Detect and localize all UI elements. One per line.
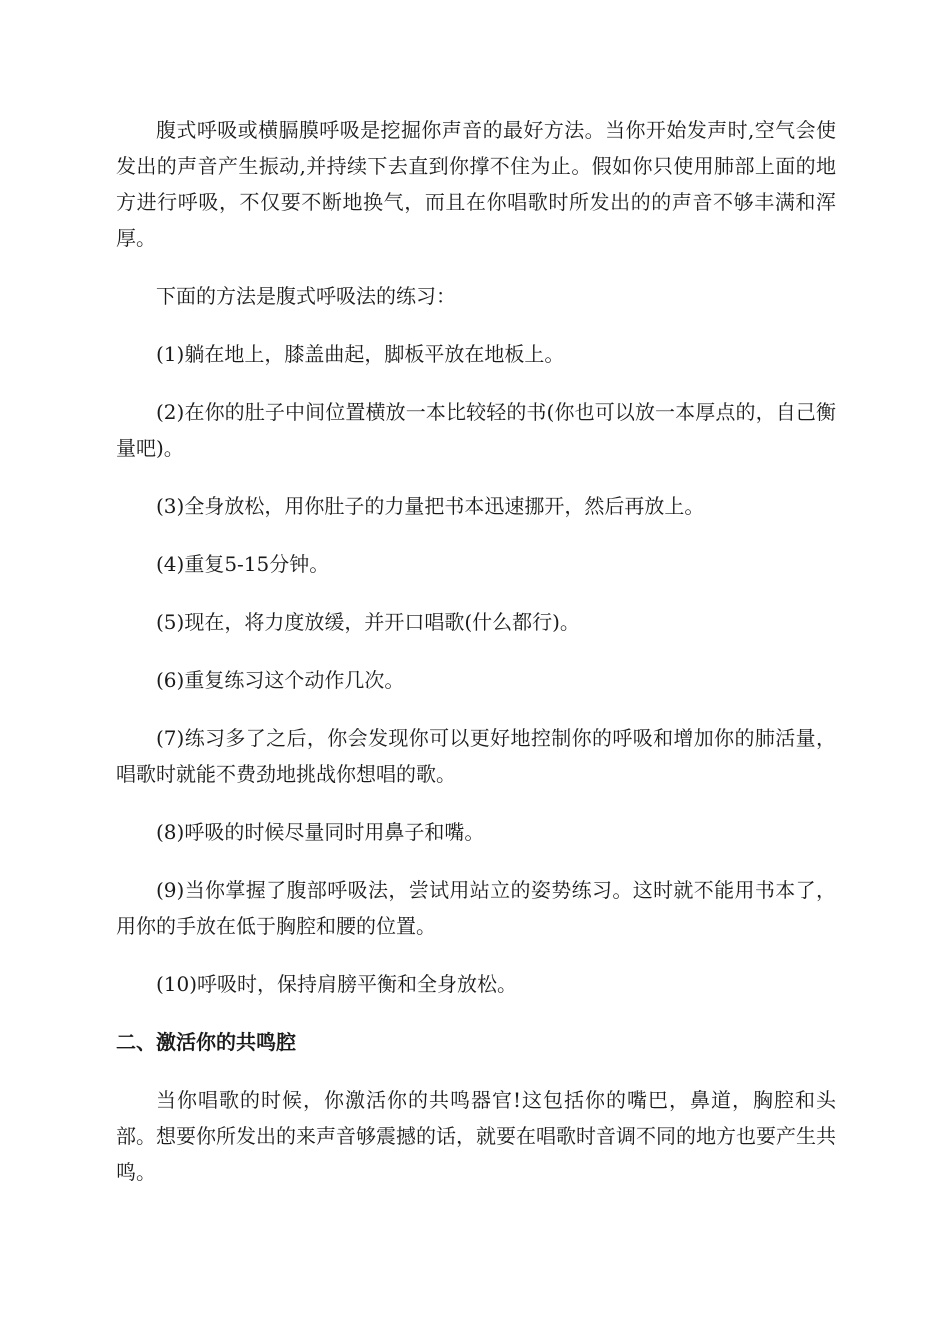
step-item: (1)躺在地上，膝盖曲起，脚板平放在地板上。	[156, 342, 565, 366]
step-item: (6)重复练习这个动作几次。	[156, 668, 405, 692]
step-item: (3)全身放松，用你肚子的力量把书本迅速挪开，然后再放上。	[156, 494, 705, 518]
document-page	[116, 112, 836, 1212]
step-item: (5)现在，将力度放缓，并开口唱歌(什么都行)。	[156, 610, 580, 634]
step-item: (7)练习多了之后，你会发现你可以更好地控制你的呼吸和增加你的肺活量，唱歌时就能不费劲地挑战你想唱的歌。	[116, 726, 836, 786]
step-item: (10)呼吸时，保持肩膀平衡和全身放松。	[156, 972, 518, 996]
intro-paragraph: 腹式呼吸或横膈膜呼吸是挖掘你声音的最好方法。当你开始发声时,空气会使发出的声音产生振动,并持续下去直到你撑不住为止。假如你只使用肺部上面的地方进行呼吸，不仅要不断地换气，而且在你唱歌时所发出的的声音不够丰满和浑厚。	[116, 118, 836, 250]
step-item: (9)当你掌握了腹部呼吸法，尝试用站立的姿势练习。这时就不能用书本了，用你的手放在低于胸腔和腰的位置。	[116, 878, 836, 938]
step-item: (8)呼吸的时候尽量同时用鼻子和嘴。	[156, 820, 485, 844]
step-item: (4)重复5-15分钟。	[156, 552, 330, 576]
step-item: (2)在你的肚子中间位置横放一本比较轻的书(你也可以放一本厚点的，自己衡量吧)。	[116, 400, 836, 460]
section-heading: 二、激活你的共鸣腔	[116, 1030, 296, 1054]
exercise-intro: 下面的方法是腹式呼吸法的练习：	[156, 284, 456, 308]
section-paragraph: 当你唱歌的时候，你激活你的共鸣器官!这包括你的嘴巴，鼻道，胸腔和头部。想要你所发出的来声音够震撼的话，就要在唱歌时音调不同的地方也要产生共鸣。	[116, 1088, 836, 1184]
